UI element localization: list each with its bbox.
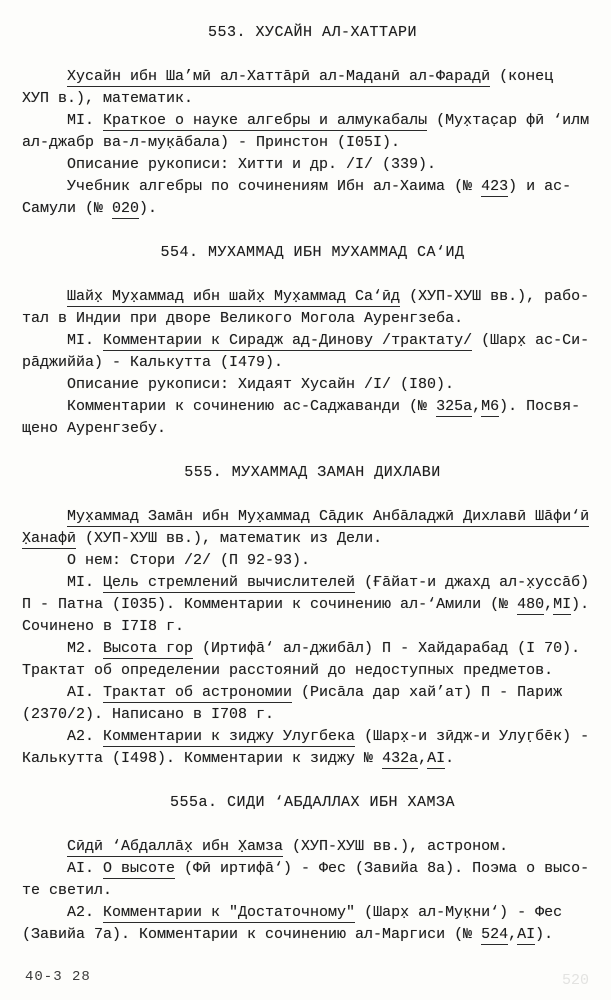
footer-faint-page-number: 520 [561, 972, 589, 989]
underlined-text: Сӣдӣ ‘Абдаллāх̣ ибн Х̣амза [67, 838, 284, 855]
plain-text: , [508, 926, 518, 943]
entry-heading: 555а. СИДИ ‘АБДАЛЛАХ ИБН ХАМЗА [169, 794, 456, 811]
plain-text: (ХУП-ХУШ вв.), рабо- [400, 288, 590, 305]
underlined-text: Краткое о науке алгебры и алмукабалы [103, 112, 428, 129]
underlined-text: Хусайн ибн Ша’мӣ ал-Хаттāрӣ ал-Маданӣ ал-Фарадӣ [67, 68, 491, 85]
plain-text: Сочинено в I7I8 г. [22, 618, 185, 635]
plain-text: Трактат об определении расстояний до недоступных предметов. [22, 662, 554, 679]
plain-text: ) и ас- [508, 178, 572, 195]
plain-text: Калькутта (I498). Комментарии к зиджу № [22, 750, 383, 767]
plain-text: (Иртифā‘ ал-джибāл) П - Хайдарабад (I 70). [193, 640, 581, 657]
text-line [22, 110, 603, 132]
plain-text: АI. [67, 860, 104, 877]
underlined-text: 432а [382, 750, 419, 767]
plain-text: (Завийа 7а). Комментарии к сочинению ал-Маргиси (№ [22, 926, 482, 943]
entry-heading: 553. ХУСАЙН АЛ-ХАТТАРИ [207, 24, 418, 41]
underlined-text: 423 [481, 178, 509, 195]
text-line [22, 308, 603, 330]
document-body [0, 22, 611, 946]
plain-text: (ХУП-ХУШ вв.), астроном. [283, 838, 509, 855]
plain-text: , [418, 750, 428, 767]
plain-text: (Рисāла дар хай’ат) П - Париж [292, 684, 563, 701]
text-line [22, 836, 603, 858]
plain-text: Описание рукописи: Хидаят Хусайн /I/ (I80). [67, 376, 455, 393]
plain-text: (конец [490, 68, 554, 85]
underlined-text: Комментарии к Сирадж ад-Динову /трактату/ [103, 332, 473, 349]
text-line [22, 550, 603, 572]
underlined-text: Трактат об астрономии [103, 684, 293, 701]
underlined-text: Мух̣аммад Замāн ибн Мух̣аммад Сāдик Анбāладжӣ Дихлавӣ Шāфи‘ӣ [67, 508, 590, 525]
plain-text: , [544, 596, 554, 613]
plain-text: (ХУП-ХУШ вв.), математик из Дели. [76, 530, 383, 547]
text-line [22, 924, 603, 946]
plain-text: АI. [67, 684, 104, 701]
text-line [22, 616, 603, 638]
entry-heading: 554. МУХАММАД ИБН МУХАММАД СА‘ИД [160, 244, 465, 261]
text-line [22, 198, 603, 220]
text-line [22, 704, 603, 726]
plain-text: ал-джабр ва-л-мук̣āбала) - Принстон (I05I). [22, 134, 401, 151]
underlined-text: М6 [481, 398, 500, 415]
plain-text: ХУП в.), математик. [22, 90, 194, 107]
text-line [22, 660, 603, 682]
plain-text: те светил. [22, 882, 113, 899]
plain-text: (Шарх̣ ас-Си- [472, 332, 590, 349]
plain-text: М2. [67, 640, 104, 657]
plain-text: (Шарх̣-и зӣдж-и Улуг̣бēк) - [355, 728, 590, 745]
text-line [22, 176, 603, 198]
underlined-text: О высоте [103, 860, 176, 877]
plain-text: . [445, 750, 455, 767]
plain-text: ). [571, 596, 590, 613]
plain-text: щено Ауренгзебу. [22, 420, 167, 437]
underlined-text: АI [427, 750, 446, 767]
plain-text: (2370/2). Написано в I708 г. [22, 706, 275, 723]
plain-text: (Ғāйат-и джахд ал-х̣уссāб) [355, 574, 590, 591]
plain-text: МI. [67, 332, 104, 349]
text-line [22, 286, 603, 308]
plain-text: Учебник алгебры по сочинениям Ибн ал-Хаима (№ [67, 178, 482, 195]
text-line [22, 506, 603, 528]
underlined-text: Комментарии к "Достаточному" [103, 904, 356, 921]
plain-text: А2. [67, 904, 104, 921]
text-line [22, 374, 603, 396]
text-line [22, 902, 603, 924]
text-line [22, 154, 603, 176]
text-line [22, 132, 603, 154]
underlined-text: АI [517, 926, 536, 943]
text-line [22, 748, 603, 770]
plain-text: МI. [67, 574, 104, 591]
text-line [22, 594, 603, 616]
text-line [22, 682, 603, 704]
text-line [22, 726, 603, 748]
underlined-text: 480 [517, 596, 545, 613]
text-line [22, 88, 603, 110]
plain-text: МI. [67, 112, 104, 129]
underlined-text: Х̣анафӣ [22, 530, 77, 547]
plain-text: Описание рукописи: Хитти и др. /I/ (339). [67, 156, 437, 173]
text-line [22, 858, 603, 880]
underlined-text: 325а [436, 398, 473, 415]
text-line [22, 352, 603, 374]
text-line [22, 66, 603, 88]
underlined-text: Высота гор [103, 640, 194, 657]
plain-text: , [472, 398, 482, 415]
entry-heading: 555. МУХАММАД ЗАМАН ДИХЛАВИ [184, 464, 441, 481]
plain-text: Комментарии к сочинению ас-Саджаванди (№ [67, 398, 437, 415]
plain-text: ). Посвя- [499, 398, 581, 415]
text-line [22, 396, 603, 418]
plain-text: А2. [67, 728, 104, 745]
footer-archival-code: 40-3 28 [25, 969, 91, 985]
underlined-text: 524 [481, 926, 509, 943]
underlined-text: Комментарии к зиджу Улугбека [103, 728, 356, 745]
underlined-text: 020 [112, 200, 140, 217]
plain-text: рāджиййа) - Калькутта (I479). [22, 354, 284, 371]
underlined-text: МI [553, 596, 572, 613]
plain-text: О нем: Стори /2/ (П 92-93). [67, 552, 311, 569]
plain-text: Самули (№ [22, 200, 113, 217]
plain-text: ). [139, 200, 158, 217]
plain-text: П - Патна (I035). Комментарии к сочинению ал-‘Амили (№ [22, 596, 518, 613]
plain-text: (Фӣ иртифā‘) - Фес (Завийа 8а). Поэма о высо- [175, 860, 590, 877]
underlined-text: Цель стремлений вычислителей [103, 574, 356, 591]
text-line [22, 572, 603, 594]
plain-text: тал в Индии при дворе Великого Могола Ауренгзеба. [22, 310, 464, 327]
plain-text: ). [535, 926, 554, 943]
text-line [22, 638, 603, 660]
plain-text: (Шарх̣ ал-Мук̣ни‘) - Фес [355, 904, 563, 921]
text-line [22, 330, 603, 352]
text-line [22, 880, 603, 902]
plain-text: (Мух̣тас̣ар фӣ ‘илм [427, 112, 590, 129]
text-line [22, 418, 603, 440]
text-line [22, 528, 603, 550]
underlined-text: Шайх̣ Мух̣аммад ибн шайх̣ Мух̣аммад Са‘ӣд [67, 288, 401, 305]
